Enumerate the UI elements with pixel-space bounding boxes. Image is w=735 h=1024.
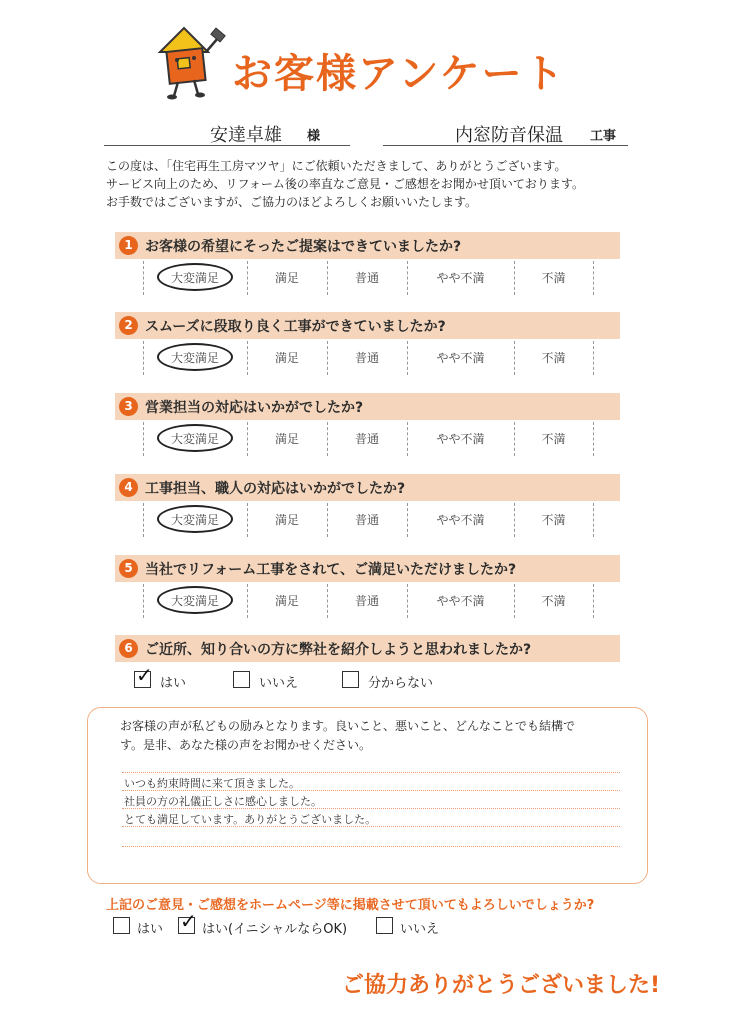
dotted-line [122, 772, 620, 773]
rating-option[interactable]: 不満 [541, 271, 566, 285]
mascot-house-icon [150, 22, 230, 102]
selected-circle [157, 505, 233, 533]
comment-line: 社員の方の礼儀正しさに感心しました。 [124, 795, 322, 808]
rating-option[interactable]: 不満 [541, 351, 566, 365]
question-text: 工事担当、職人の対応はいかがでしたか? [145, 481, 406, 497]
rating-option[interactable]: やや不満 [436, 432, 485, 446]
question-text: 当社でリフォーム工事をされて、ご満足いただけましたか? [145, 562, 517, 578]
rating-row [143, 422, 593, 456]
question-text: ご近所、知り合いの方に弊社を紹介しようと思われましたか? [145, 642, 532, 658]
rating-option[interactable]: 不満 [541, 513, 566, 527]
column-separator [593, 584, 594, 618]
question-number: 5 [119, 559, 138, 578]
question-bar [115, 474, 620, 501]
checkbox[interactable] [342, 671, 359, 688]
checkbox[interactable] [376, 917, 393, 934]
comment-line: いつも約束時間に来て頂きました。 [124, 777, 300, 790]
rating-option[interactable]: 満足 [274, 513, 299, 527]
rating-option[interactable]: 普通 [354, 271, 379, 285]
question-bar [115, 635, 620, 662]
question-number: 4 [119, 478, 138, 497]
column-separator [593, 341, 594, 375]
publish-question: 上記のご意見・ご感想をホームページ等に掲載させて頂いてもよろしいでしょうか? [106, 898, 595, 913]
question-text: スムーズに段取り良く工事ができていましたか? [145, 319, 446, 335]
selected-circle [157, 263, 233, 291]
checkbox[interactable] [233, 671, 250, 688]
rating-option[interactable]: 大変満足 [170, 432, 219, 446]
name-underline [104, 145, 350, 146]
rating-option[interactable]: 満足 [274, 432, 299, 446]
rating-row [143, 341, 593, 375]
rating-option[interactable]: 大変満足 [170, 594, 219, 608]
prompt-line: お客様の声が私どもの励みとなります。良いこと、悪いこと、どんなことでも結構で [120, 719, 576, 733]
rating-option[interactable]: 満足 [274, 271, 299, 285]
rating-option[interactable]: やや不満 [436, 513, 485, 527]
checkbox[interactable] [113, 917, 130, 934]
checkbox-label: いいえ [400, 922, 440, 937]
question-bar [115, 232, 620, 259]
selected-circle [157, 343, 233, 371]
checkbox-label: はい(イニシャルならOK) [202, 922, 348, 937]
intro-text [106, 157, 646, 211]
check-mark-icon: ✓ [136, 663, 153, 687]
page-title: お客様アンケート [232, 51, 566, 97]
selected-circle [157, 586, 233, 614]
rating-option[interactable]: やや不満 [436, 594, 485, 608]
comment-line: とても満足しています。ありがとうございました。 [124, 813, 377, 826]
rating-row [143, 261, 593, 295]
question-text: 営業担当の対応はいかがでしたか? [145, 400, 364, 416]
checkbox-label: いいえ [259, 676, 299, 691]
question-number: 2 [119, 316, 138, 335]
rating-option[interactable]: 不満 [541, 594, 566, 608]
work-suffix: 工事 [590, 129, 617, 144]
work-underline [383, 145, 628, 146]
rating-option[interactable]: 満足 [274, 351, 299, 365]
dotted-line [122, 846, 620, 847]
checkbox-label: 分からない [368, 676, 434, 691]
question-number: 1 [119, 236, 138, 255]
checkbox[interactable] [134, 663, 153, 688]
column-separator [593, 503, 594, 537]
prompt-line: す。是非、あなた様の声をお聞かせください。 [120, 738, 372, 752]
rating-option[interactable]: 普通 [354, 594, 379, 608]
checkbox[interactable] [178, 909, 197, 934]
checkbox-label: はい [160, 676, 187, 691]
question-bar [115, 555, 620, 582]
column-separator [593, 422, 594, 456]
comment-prompt [120, 717, 620, 755]
selected-circle [157, 424, 233, 452]
rating-option[interactable]: やや不満 [436, 271, 485, 285]
rating-option[interactable]: 大変満足 [170, 271, 219, 285]
question-number: 6 [119, 639, 138, 658]
column-separator [593, 261, 594, 295]
rating-option[interactable]: 大変満足 [170, 513, 219, 527]
rating-option[interactable]: 不満 [541, 432, 566, 446]
question-number: 3 [119, 397, 138, 416]
check-mark-icon: ✓ [180, 909, 197, 933]
intro-line: お手数ではございますが、ご協力のほどよろしくお願いいたします。 [106, 195, 478, 209]
work-name: 内窓防音保温 [455, 125, 563, 146]
rating-option[interactable]: 普通 [354, 513, 379, 527]
rating-row [143, 584, 593, 618]
rating-option[interactable]: やや不満 [436, 351, 485, 365]
rating-option[interactable]: 普通 [354, 432, 379, 446]
customer-name: 安達卓雄 [210, 125, 282, 146]
rating-row [143, 503, 593, 537]
question-bar [115, 393, 620, 420]
rating-option[interactable]: 大変満足 [170, 351, 219, 365]
checkbox-label: はい [137, 922, 164, 937]
closing-message: ご協力ありがとうございました! [342, 973, 661, 998]
question-bar [115, 312, 620, 339]
rating-option[interactable]: 普通 [354, 351, 379, 365]
customer-honorific: 様 [307, 129, 321, 144]
question-text: お客様の希望にそったご提案はできていましたか? [145, 239, 462, 255]
intro-line: サービス向上のため、リフォーム後の率直なご意見・ご感想をお聞かせ頂いております。 [106, 177, 584, 191]
rating-option[interactable]: 満足 [274, 594, 299, 608]
intro-line: この度は、「住宅再生工房マツヤ」にご依頼いただきまして、ありがとうございます。 [106, 159, 567, 173]
